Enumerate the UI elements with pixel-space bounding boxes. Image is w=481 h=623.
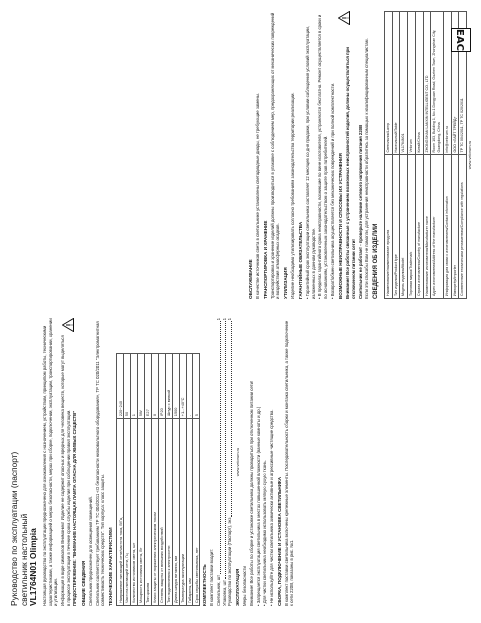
spec-heading: ТЕХНИЧЕСКИЕ ХАРАКТЕРИСТИКИ	[108, 527, 114, 606]
spec-row	[165, 353, 172, 605]
product-info-value: VL1764N01	[400, 12, 408, 156]
product-info-value: ZHONGSHAN LANXIN INTELLIGENT CO., LTD	[423, 12, 431, 156]
general-text-2: Светильник соответствует требованиям ТР ТС 004/2011 «О безопасности низковольтного оборудования», ТР ТС 020/2011 "Электромагнитная совместимость технических средств". Тип корпуса: класс защиты.	[94, 321, 106, 606]
ops-subheading: Меры безопасности	[242, 566, 248, 606]
spec-label: Степень защиты от внешних воздействий	[158, 419, 165, 606]
spec-row	[131, 353, 138, 605]
product-info-row	[423, 12, 431, 299]
kit-item-qty: 1	[227, 318, 233, 321]
warning-triangle-icon	[338, 11, 350, 25]
product-info-value: Velorum	[408, 12, 416, 156]
product-info-row	[443, 12, 451, 299]
spec-label: Тип подключения к электросети	[165, 419, 172, 606]
spec-label: Срок службы светильника, лет	[193, 419, 200, 606]
disposal-heading: УТИЛИЗАЦИЯ	[283, 267, 289, 299]
spec-row	[144, 353, 151, 605]
product-info-label: Соответствие техническим регламентам/Compliance with regulations	[459, 155, 467, 299]
dot-leader	[222, 321, 226, 579]
product-info-label: Модель изделия/Model	[400, 155, 408, 299]
footer-url-right: www.velorum.ru	[466, 140, 472, 170]
transport-text: Транспортировка и хранение изделий должны производиться в упаковке с соблюдением мер, предохраняющих от механических повреждений и воздействия атмосферных осадков.	[269, 12, 281, 299]
footer-url-left: www.velorum.ru	[234, 447, 240, 477]
product-info-label: Страна изготовления/Country of manufacture	[415, 155, 423, 299]
product-heading: СВЕДЕНИЯ ОБ ИЗДЕЛИИ	[373, 223, 380, 299]
product-info-value: info@velorum.ru	[443, 12, 451, 156]
warranty-heading: ГАРАНТИЙНЫЕ ОБЯЗАТЕЛЬСТВА	[297, 221, 303, 299]
kit-item-label: Светильник, шт	[216, 574, 222, 606]
product-info-table	[384, 11, 467, 299]
spec-row	[158, 353, 165, 605]
spec-value: 220~240	[117, 353, 124, 419]
general-text-1: Светильник предназначен для освещения помещений.	[88, 496, 94, 606]
spec-row	[151, 353, 158, 605]
spec-row	[186, 353, 193, 605]
spec-label: Мощность источника света, Вт	[137, 419, 144, 606]
product-info-label: Импортёр/Importer	[451, 155, 459, 299]
assembly-text: В комплект поставки светильника включены крепежные элементы. Последовательность сборки и монтажа светильника, а также подключение к сети 220В, показаны в рис. №1.	[283, 320, 295, 606]
spec-row	[137, 353, 144, 605]
faults-text-3: Если эти способы Вам не помогли, для устранения неисправности обратитесь за помощью к квалифицированным специалистам.	[364, 38, 370, 299]
product-info-row	[459, 12, 467, 299]
product-info-label: Адрес изготовителя/Address of the manufacturer	[431, 155, 443, 299]
spec-value: -	[186, 353, 193, 419]
eac-mark-icon	[451, 28, 471, 52]
spec-row	[124, 353, 131, 605]
kit-intro: В комплект поставки входит:	[209, 548, 215, 606]
product-info-value: Китай/China	[415, 12, 423, 156]
spec-label: Количество источников света, шт	[131, 419, 138, 606]
spec-row	[172, 353, 179, 605]
product-info-row	[408, 12, 416, 299]
spec-row	[179, 353, 186, 605]
spec-label: Габариты, мм	[186, 419, 193, 606]
warning-triangle-icon	[62, 318, 74, 332]
model-name: VL1764N01 Olimpia	[28, 528, 39, 606]
ops-text-3: • Для чистки светильника необходимо использовать мягкую сухую ткань.	[262, 460, 268, 606]
product-info-value: Настольный/Table	[392, 12, 400, 156]
faults-text-1: Внимание! Все работы связанные с устранением возможных неисправностей изделия, должны осуществляться при отключенном питании сети!	[345, 47, 357, 299]
spec-value: 1	[131, 353, 138, 419]
product-info-label: Наименование/наименование продукта	[384, 155, 392, 299]
product-info-row	[384, 12, 392, 299]
product-info-label: Торговая марка/Trademark	[408, 155, 416, 299]
kit-item-label: Руководство по эксплуатации (Паспорт), экз	[227, 517, 233, 606]
dot-leader	[227, 321, 231, 516]
warning-text: ПРЕДОСТЕРЕЖЕНИЕ: "ВНИМАНИЕ НАСТОЯЩАЯ ЛАМПА ОПАСНА ДЛЯ ЖИВЫХ СУЩЕСТВ"	[72, 410, 78, 606]
product-info-label: Наименование изготовителя/Manufacturer name	[423, 155, 431, 299]
warranty-text-3: • Возврат/обмен светильника осуществляется без механических повреждений и при полной комплектности.	[329, 82, 335, 299]
spec-value: 5	[193, 353, 200, 419]
spec-value: 50	[124, 353, 131, 419]
product-info-row	[400, 12, 408, 299]
kit-item-label: Упаковка, шт	[221, 579, 227, 606]
product-info-value: Room 103, Building 1, No.1 Dongyuan Road, Guzhen Town, Zhongshan City, Guangdong, China	[431, 12, 443, 156]
doc-title: Руководство по эксплуатации (паспорт)	[9, 451, 19, 606]
spec-table	[116, 353, 200, 606]
product-info-row	[415, 12, 423, 299]
kit-item-qty: 1	[221, 318, 227, 321]
spec-value: 5W	[137, 353, 144, 419]
eac-mark-text: EAC	[454, 29, 465, 51]
faults-text-2: Светильник не работает - проверьте наличие сетевого напряжения питания 220В	[357, 124, 363, 299]
spec-label: Длина шнура питания, мм	[172, 419, 179, 606]
kit-heading: КОМПЛЕКТНОСТЬ	[202, 564, 208, 606]
spec-label: Частота питающей сети, Гц	[124, 419, 131, 606]
product-info-row	[392, 12, 400, 299]
spec-label: Тип цоколя	[144, 419, 151, 606]
product-info-value: ТР ТС 004/2011, ТР ТС 020/2011	[459, 12, 467, 156]
faults-heading: ВОЗМОЖНЫЕ НЕИСПРАВНОСТИ И СПОСОБЫ ИХ УСТРАНЕНИЯ	[338, 153, 344, 299]
spec-value: E27	[144, 353, 151, 419]
ops-text-1: Внимание! Все работы по сборке и установке светильника должны проводиться при отключенном питании сети!	[248, 380, 254, 606]
spec-label: Класс защиты от поражения электрическим током	[151, 419, 158, 606]
product-info-value: Светильник/Lamp	[384, 12, 392, 156]
spec-value: +1...+40°C	[179, 353, 186, 419]
transport-heading: ТРАНСПОРТИРОВКА И ХРАНЕНИЕ	[262, 220, 268, 299]
product-info-label: Тип изделия/Product type	[392, 155, 400, 299]
kit-item	[227, 318, 233, 606]
spec-value: 1500	[172, 353, 179, 419]
warranty-text-1: • Гарантийный срок эксплуатации светильника составляет 12 месяцев со дня продажи, при условии соблюдения условий эксплуатации, изложенных в данном руководстве.	[304, 26, 316, 299]
general-heading: ОБЩИЕ СВЕДЕНИЯ	[81, 560, 86, 606]
ops-heading: ЭКСПЛУАТАЦИЯ	[235, 568, 241, 606]
ops-text-2: • Запрещается эксплуатация светильника в местах повышенной влажности (ванные комнаты и др.)	[255, 406, 261, 606]
page-left	[6, 312, 295, 612]
kit-list	[216, 318, 233, 606]
product-info-row	[451, 12, 459, 299]
spec-row	[193, 353, 200, 605]
spec-label: Напряжение питающей сети/частота тока, В/Гц	[117, 419, 124, 606]
doc-subtitle: светильник настольный	[18, 513, 29, 606]
spec-row	[117, 353, 124, 605]
info-text: Информация в виде символов Вниманию! Изделие не содержит опасных и вредных для человека веществ, которые могут выделяться в процессе эксплуатации в течение срока службы изделия при соблюдении правил эксплуатации.	[59, 335, 71, 606]
dot-leader	[216, 321, 220, 573]
assembly-heading: СБОРКА, ПОДКЛЮЧЕНИЕ И УСТАНОВКА СВЕТИЛЬНИКА	[276, 476, 282, 606]
spec-value: IP20	[158, 353, 165, 419]
intro-text: Настоящая руководство по эксплуатации предназначено для ознакомления с назначением, устройством, принципом работы, техническими характеристиками, а также информацией о мерах безопасности, мерах при сборке, подключении, эксплуатации, транспортировании, хранении и утилизации.	[41, 318, 59, 606]
product-info-label: Информация для связи с изготовителем/Contact information	[443, 155, 451, 299]
spec-value: II	[151, 353, 158, 419]
product-info-row	[431, 12, 443, 299]
service-heading: ОБСЛУЖИВАНИЕ	[248, 259, 253, 299]
kit-item-qty: 1	[216, 318, 222, 321]
disposal-text: Изделие необходимо утилизировать согласно требованиям законодательства территории реализации.	[290, 92, 296, 299]
product-info-value: ООО «ЛАЙТ ТРЕЙД»	[451, 12, 459, 156]
warranty-text-2: • В пределах гарантийного срока неисправности, возникшие по вине изготовителя, устраняются бесплатно. Ремонт осуществляется в сроки и по основаниям, установленным законодательством о защите прав потребителей.	[317, 14, 328, 299]
ops-text-4: • Не используйте для чистки светильника химически активные и агрессивные чистящие средства.	[268, 409, 274, 606]
spec-value: Шнур с вилкой	[165, 353, 172, 419]
service-text: В качестве источников света в светильнике установлены светодиодные диоды, не требующие замены.	[255, 92, 261, 299]
page-right	[242, 5, 474, 305]
spec-label: Температура эксплуатации	[179, 419, 186, 606]
